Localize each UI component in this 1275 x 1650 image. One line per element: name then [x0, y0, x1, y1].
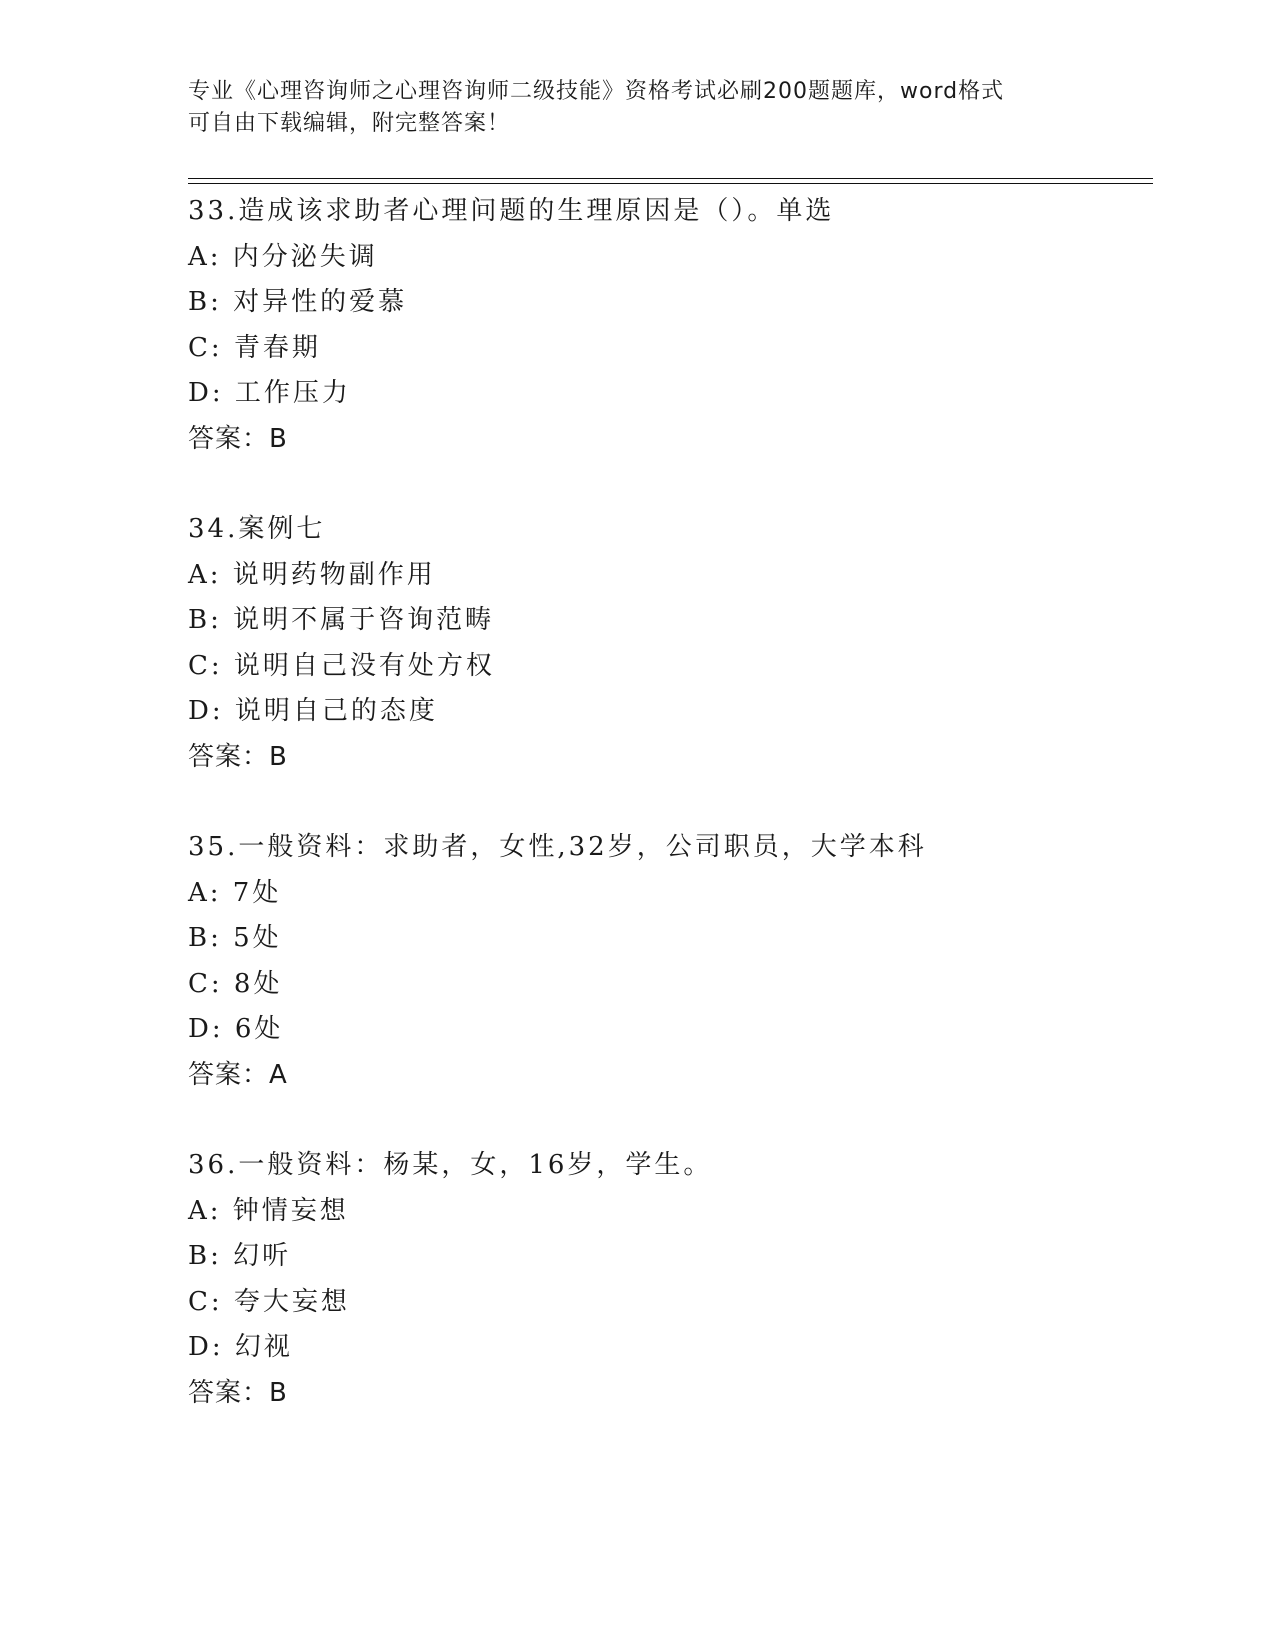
option-c: C: 夸大妄想: [188, 1286, 350, 1317]
option-b: B: 幻听: [188, 1241, 292, 1271]
option-c: C: 青春期: [188, 332, 321, 363]
option-c: C: 说明自己没有处方权: [188, 650, 495, 681]
question-list: [188, 189, 1153, 1461]
question-34: [188, 507, 1153, 780]
header-line-2: 可自由下载编辑，附完整答案！: [188, 111, 511, 136]
option-d: D: 说明自己的态度: [188, 696, 438, 726]
question-33: [188, 189, 1153, 462]
question-36: [188, 1143, 1153, 1416]
question-stem: 35.一般资料：求助者，女性,32岁，公司职员，大学本科: [188, 832, 927, 862]
header-divider-top: [188, 178, 1153, 179]
question-stem: 34.案例七: [188, 514, 326, 544]
option-c: C: 8处: [188, 968, 283, 999]
answer-label: 答案：B: [188, 1377, 288, 1408]
document-header: [188, 76, 1088, 140]
option-a: A: 内分泌失调: [188, 241, 378, 272]
option-b: B: 5处: [188, 923, 282, 953]
question-stem: 36.一般资料：杨某，女，16岁，学生。: [188, 1150, 713, 1180]
option-b: B: 说明不属于咨询范畴: [188, 605, 495, 635]
question-stem: 33.造成该求助者心理问题的生理原因是（）。单选: [188, 196, 835, 226]
option-b: B: 对异性的爱慕: [188, 287, 408, 317]
header-divider-bottom: [188, 183, 1153, 184]
question-35: [188, 825, 1153, 1098]
option-a: A: 说明药物副作用: [188, 559, 436, 590]
option-d: D: 6处: [188, 1014, 284, 1044]
header-line-1: 专业《心理咨询师之心理咨询师二级技能》资格考试必刷200题题库，word格式: [188, 79, 1005, 104]
option-d: D: 工作压力: [188, 378, 351, 408]
option-d: D: 幻视: [188, 1332, 293, 1362]
option-a: A: 钟情妄想: [188, 1195, 349, 1226]
answer-label: 答案：A: [188, 1059, 288, 1090]
answer-label: 答案：B: [188, 423, 288, 454]
answer-label: 答案：B: [188, 741, 288, 772]
option-a: A: 7处: [188, 877, 282, 908]
